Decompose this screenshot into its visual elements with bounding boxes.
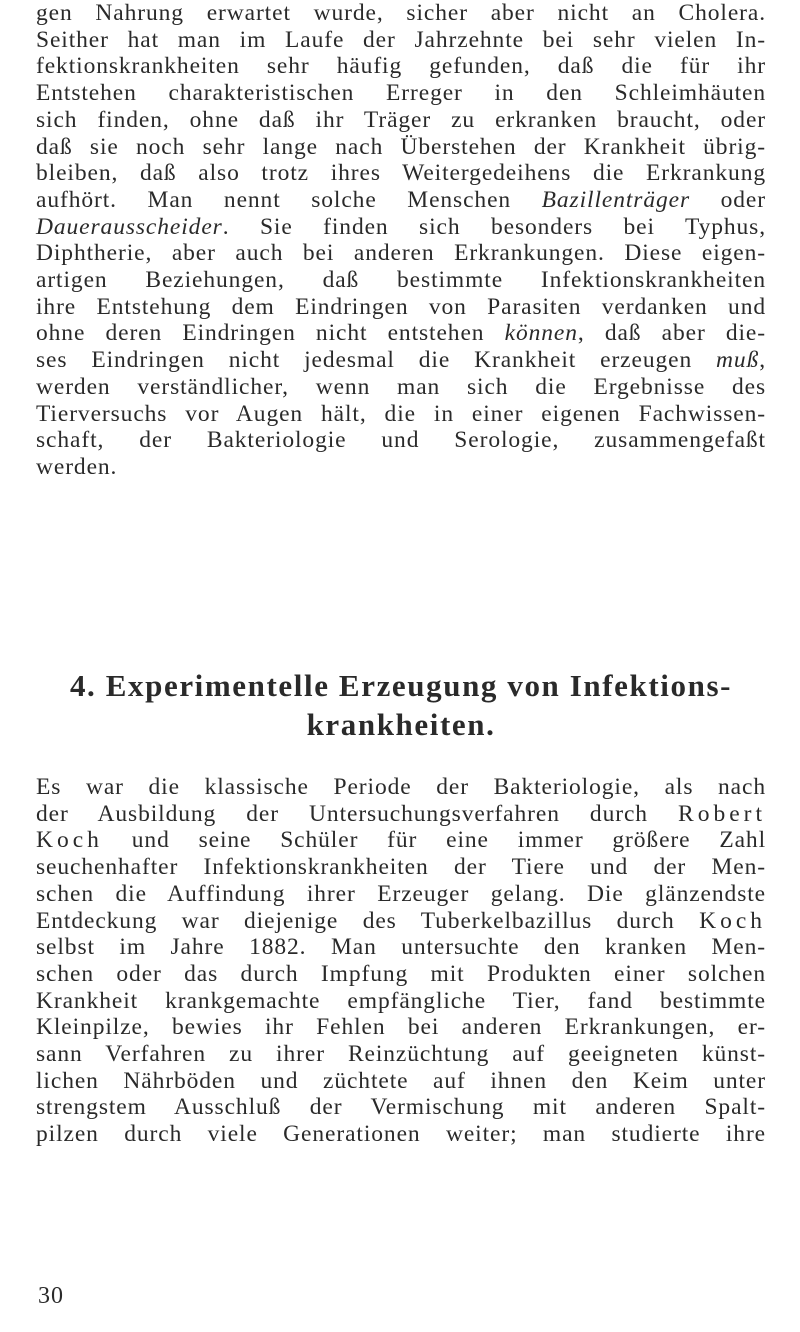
text-line: fektionskrankheiten sehr häufig gefunden, daß die für ihr: [36, 53, 766, 80]
text-line: werden.: [36, 453, 118, 480]
text-line: ihre Entstehung dem Eindringen von Parasiten verdanken und: [36, 293, 766, 320]
text-line: werden verständlicher, wenn man sich die Ergebnisse des: [36, 373, 766, 400]
text-line: Tierversuchs vor Augen hält, die in einer eigenen Fachwissen-: [36, 400, 766, 427]
text-run: ohne deren Eindringen nicht entstehen: [36, 320, 505, 347]
text-run: und seine Schüler für eine immer größere Zahl: [102, 827, 766, 854]
text-line: [36, 214, 766, 241]
person-name: Robert: [678, 800, 766, 827]
text-line: daß sie noch sehr lange nach Überstehen der Krankheit übrig-: [36, 133, 766, 160]
text-line: sann Verfahren zu ihrer Reinzüchtung auf geeigneten künst-: [36, 1041, 766, 1068]
paragraph-bacteriology-period: [36, 774, 766, 1148]
text-line: pilzen durch viele Generationen weiter; man studierte ihre: [36, 1121, 766, 1148]
text-line: sich finden, ohne daß ihr Träger zu erkranken braucht, oder: [36, 106, 766, 133]
text-line: [36, 908, 766, 935]
text-run: ses Eindringen nicht jedesmal die Krankheit erzeugen: [36, 347, 717, 374]
text-line: [36, 320, 766, 347]
page-number: 30: [38, 1283, 64, 1309]
heading-line: 4. Experimentelle Erzeugung von Infektions-: [69, 668, 733, 703]
text-run: . Sie finden sich besonders bei Typhus,: [222, 213, 766, 240]
text-line: [36, 347, 766, 374]
section-heading: [36, 666, 766, 744]
emphasis-term: Bazillenträger: [541, 186, 691, 213]
text-line: [36, 187, 766, 214]
text-line: Es war die klassische Periode der Bakteriologie, als nach: [36, 774, 766, 800]
text-line: Entstehen charakteristischen Erreger in den Schleimhäuten: [36, 80, 766, 107]
text-run: Entdeckung war diejenige des Tuberkelbazillus durch: [36, 907, 700, 934]
text-line: bleiben, daß also trotz ihres Weitergedeihens die Erkrankung: [36, 160, 766, 187]
text-line: selbst im Jahre 1882. Man untersuchte den kranken Men-: [36, 934, 766, 961]
text-run: , daß aber die-: [577, 320, 766, 347]
text-line: seuchenhafter Infektionskrankheiten der Tiere und der Men-: [36, 854, 766, 881]
text-line: artigen Beziehungen, daß bestimmte Infektionskrankheiten: [36, 267, 766, 294]
emphasis-term: Dauerausscheider: [36, 213, 223, 240]
paragraph-carrier-concept: [36, 0, 766, 481]
text-line: Kleinpilze, bewies ihr Fehlen bei anderen Erkrankungen, er-: [36, 1014, 766, 1041]
text-line: strengstem Ausschluß der Vermischung mit anderen Spalt-: [36, 1094, 766, 1121]
emphasis-term: muß: [716, 347, 760, 374]
person-name: Koch: [36, 827, 103, 854]
text-line: Seither hat man im Laufe der Jahrzehnte bei sehr vielen In-: [36, 26, 766, 53]
person-name: Koch: [699, 907, 766, 934]
text-line: schaft, der Bakteriologie und Serologie, zusammengefaßt: [36, 427, 766, 454]
heading-line: krankheiten.: [306, 707, 496, 742]
text-line: schen die Auffindung ihrer Erzeuger gelang. Die glänzendste: [36, 880, 766, 907]
emphasis-term: können: [504, 320, 578, 347]
text-run: der Ausbildung der Untersuchungsverfahren durch: [36, 800, 679, 827]
text-line: schen oder das durch Impfung mit Produkten einer solchen: [36, 960, 766, 987]
text-line: [36, 801, 766, 828]
text-run: ,: [759, 347, 766, 374]
text-line: Krankheit krankgemachte empfängliche Tier, fand bestimmte: [36, 987, 766, 1014]
text-line: [36, 827, 766, 854]
text-line: Diphtherie, aber auch bei anderen Erkrankungen. Diese eigen-: [36, 240, 766, 267]
text-line: lichen Nährböden und züchtete auf ihnen den Keim unter: [36, 1067, 766, 1094]
text-run: oder: [690, 186, 766, 213]
text-line: gen Nahrung erwartet wurde, sicher aber nicht an Cholera.: [36, 0, 766, 26]
text-run: aufhört. Man nennt solche Menschen: [36, 186, 542, 213]
